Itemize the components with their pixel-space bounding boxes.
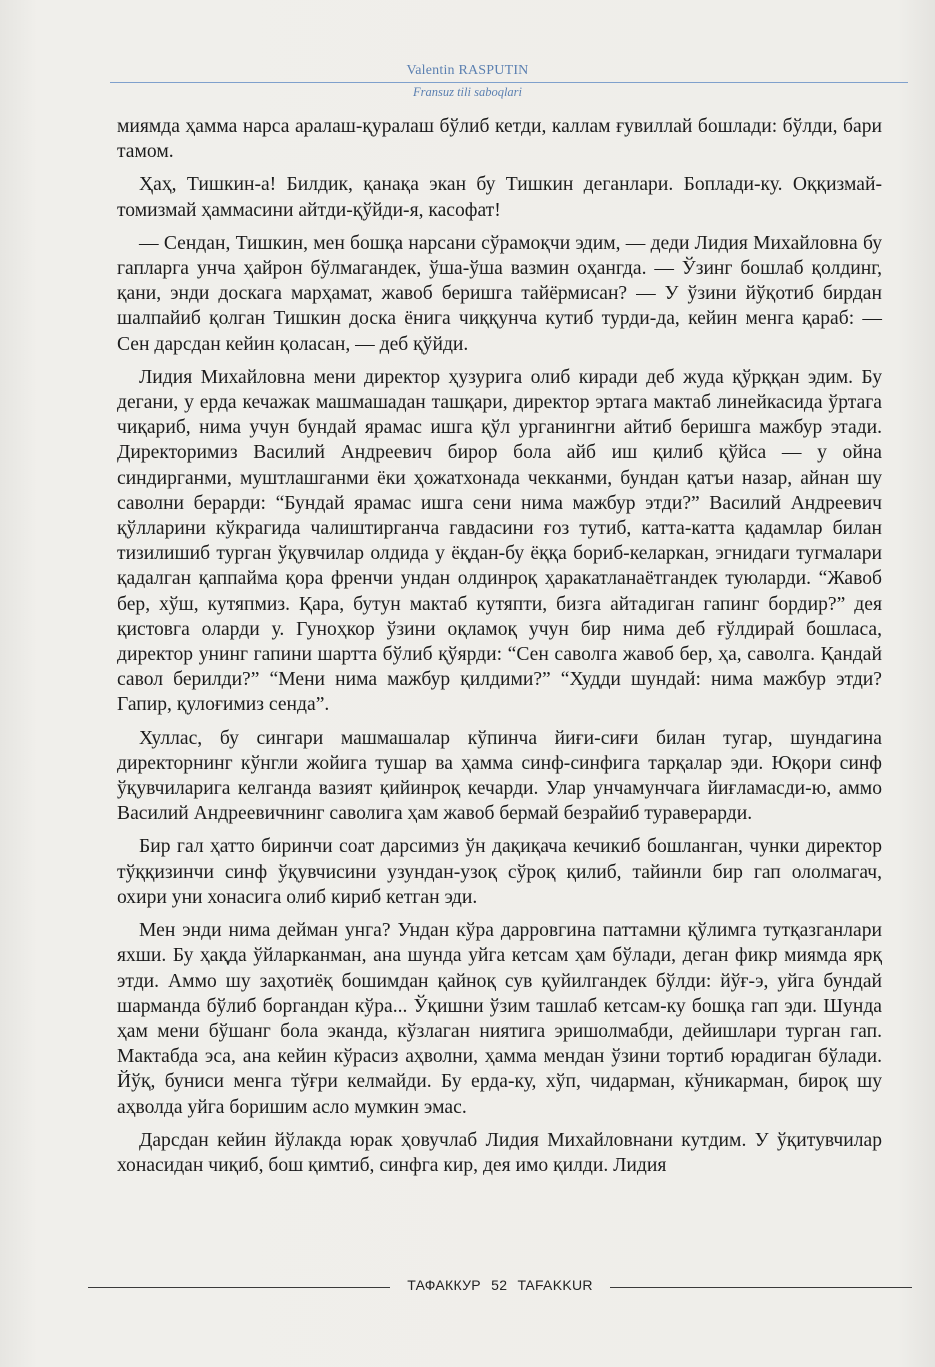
paragraph: миямда ҳамма нарса аралаш-қуралаш бўлиб кетди, каллам ғувиллай бошлади: бўлди, бари тамом. [117, 116, 882, 163]
article-body [117, 114, 882, 1186]
footer-journal-latin: TAFAKKUR [517, 1277, 593, 1293]
paragraph: Хуллас, бу сингари машмашалар кўпинча йиғи-сиғи билан тугар, шундагина директорнинг кўнгли жойига тушар ва ҳамма синф-синфига тарқалар эди. Юқори синф ўқувчиларига келганда вазият қийинроқ кечарди. Улар унчамунчага йиғламасди-ю, аммо Василий Андреевичнинг саволига ҳам жавоб бермай безрайиб тураверарди. [117, 727, 882, 825]
header-rule [110, 82, 908, 83]
footer-rule-right [610, 1287, 912, 1288]
paragraph: — Сендан, Тишкин, мен бошқа нарсани сўрамоқчи эдим, — деди Лидия Михайловна бу гапларга унча ҳайрон бўлмагандек, ўша-ўша вазмин оҳангда. — Ўзинг бошлаб қолдинг, қани, энди доскага марҳамат, жавоб беришга тайёрмисан? — У ўзини йўқотиб бирдан шалпайиб қолган Тишкин доска ёнига чиққунча кутиб турди-да, кейин менга қараб: — Сен дарсдан кейин қоласан, — деб қўйди. [117, 232, 882, 355]
running-header [0, 62, 935, 100]
paragraph: Мен энди нима дейман унга? Ундан кўра дарровгина паттамни қўлимга тутқазганлари яхши. Бу ҳақда ўйларканман, ана шунда уйга кетсам ҳам бўлади, деган фикр миямда ярқ этди. Аммо шу заҳотиёқ бошимдан қайноқ сув қуйилгандек бўлди: йўғ-э, уйга бундай шарманда бўлиб боргандан кўра... Ўқишни ўзим ташлаб кетсам-ку бошқа гап эди. Шунда ҳам мени бўшанг бола эканда, кўзлаган ниятига эришолмабди, дейишлари турган гап. Мактабда эса, ана кейин кўрасиз аҳволни, ҳамма мендан ўзини тортиб юрадиган бўлади. Йўқ, буниси менга тўғри келмайди. Бу ерда-ку, хўп, чидарман, кўникарман, бироқ шу аҳволда уйга боришим асло мумкин эмас. [117, 920, 882, 1118]
header-author: Valentin RASPUTIN [406, 63, 529, 78]
footer-label [390, 1277, 610, 1293]
paragraph: Лидия Михайловна мени директор ҳузурига олиб киради деб жуда қўрққан эдим. Бу дегани, у ерда кечажак машмашадан ташқари, директор эртага мактаб линейкасида ўртага чиқариб, нима учун бундай ярамас ишга қўл урганингни айтиб беришга мажбур этади. Директоримиз Василий Андреевич бирор бола айб иш қилиб қўйса — у ойна синдирганми, муштлашганми ёки ҳожатхонада чекканми, бундан қатъи назар, айнан шу саволни берарди: “Бундай ярамас ишга сени нима мажбур этди?” Василий Андреевич қўлларини кўкрагида чалиштирганча гавдасини ғоз тутиб, катта-катта қадамлар билан тизилишиб турган ўқувчилар олдида у ёқдан-бу ёққа бориб-келаркан, эгнидаги тугмалари қадалган қаппайма қора френчи ундан олдинроқ ҳаракатланаётгандек туюларди. “Жавоб бер, хўш, кутяпмиз. Қара, бутун мактаб кутяпти, бизга айтадиган гапинг бордир?” дея қистовга оларди у. Гуноҳкор ўзини оқламоқ учун бир нима деб ғўлдирай бошласа, директор унинг гапини шартта бўлиб қўярди: “Сен саволга жавоб бер, ҳа, саволга. Қандай савол берилди?” “Мени нима мажбур қилдими?” “Худди шундай: нима мажбур этди? Гапир, қулоғимиз сенда”. [117, 366, 882, 716]
page-footer [0, 1275, 935, 1299]
paragraph: Бир гал ҳатто биринчи соат дарсимиз ўн дақиқача кечикиб бошланган, чунки директор тўққизинчи синф ўқувчисини узундан-узоқ сўроқ қилиб, тайинли бир гап ололмагач, охири уни хонасига олиб кириб кетган эди. [117, 836, 882, 908]
footer-journal-cyrillic: ТАФАККУР [407, 1277, 481, 1293]
header-subtitle: Fransuz tili saboqlari [412, 85, 523, 99]
page-number: 52 [491, 1277, 508, 1293]
paragraph: Ҳаҳ, Тишкин-а! Билдик, қанақа экан бу Тишкин деганлари. Боплади-ку. Оққизмай-томизмай ҳаммасини айтди-қўйди-я, касофат! [117, 174, 882, 221]
footer-rule-left [88, 1287, 390, 1288]
paragraph: Дарсдан кейин йўлакда юрак ҳовучлаб Лидия Михайловнани кутдим. У ўқитувчилар хонасидан чиқиб, бош қимтиб, синфга кир, дея имо қилди. Лидия [117, 1129, 882, 1176]
